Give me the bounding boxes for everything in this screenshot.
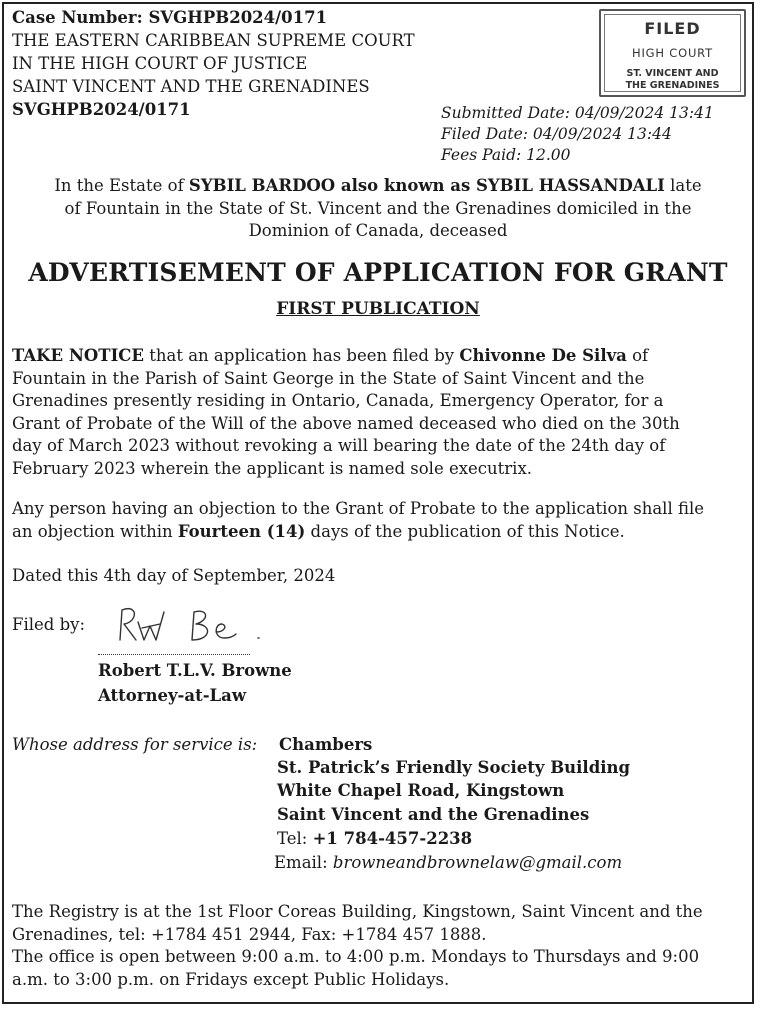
- stamp-court: HIGH COURT: [632, 46, 713, 60]
- fees-paid: Fees Paid: 12.00: [441, 146, 571, 164]
- estate-line3: Dominion of Canada, deceased: [248, 221, 508, 240]
- signature-line: [98, 654, 250, 655]
- notice-line6: February 2023 wherein the applicant is named sole executrix.: [12, 458, 532, 478]
- case-reference: SVGHPB2024/0171: [12, 100, 191, 119]
- registry-line1: The Registry is at the 1st Floor Coreas Building, Kingstown, Saint Vincent and the: [12, 902, 703, 921]
- notice-line5: day of March 2023 without revoking a will bearing the date of the 24th day of: [12, 436, 666, 455]
- applicant-name: Chivonne De Silva: [459, 346, 627, 365]
- court-name-line2: IN THE HIGH COURT OF JUSTICE: [12, 54, 308, 73]
- filed-date: Filed Date: 04/09/2024 13:44: [441, 125, 672, 143]
- dated-line: Dated this 4th day of September, 2024: [12, 566, 336, 585]
- stamp-line1: ST. VINCENT AND: [626, 68, 719, 79]
- objection-pre: an objection within: [12, 521, 178, 541]
- objection-post: days of the publication of this Notice.: [305, 521, 625, 541]
- estate-post: late: [664, 176, 702, 195]
- filed-by-label: Filed by:: [12, 615, 86, 634]
- estate-description: [10, 175, 746, 243]
- deceased-name: SYBIL BARDOO also known as SYBIL HASSANDALI: [188, 176, 665, 195]
- address-label: Whose address for service is:: [12, 735, 258, 754]
- notice-text2: of: [626, 346, 649, 365]
- stamp-line2: THE GRENADINES: [625, 80, 720, 91]
- address-line1: Chambers: [279, 735, 373, 754]
- notice-paragraph: [12, 345, 747, 480]
- address-tel: [277, 828, 472, 851]
- attorney-role: Attorney-at-Law: [98, 686, 247, 705]
- notice-line2: Fountain in the Parish of Saint George in the State of Saint Vincent and the: [12, 368, 645, 388]
- page-title: ADVERTISEMENT OF APPLICATION FOR GRANT: [28, 258, 728, 287]
- submitted-date: Submitted Date: 04/09/2024 13:41: [441, 104, 714, 122]
- notice-line3: Grenadines presently residing in Ontario, Canada, Emergency Operator, for a: [12, 391, 664, 410]
- registry-line2: Grenadines, tel: +1784 451 2944, Fax: +1784 457 1888.: [12, 924, 487, 944]
- case-number: Case Number: SVGHPB2024/0171: [12, 8, 328, 27]
- address-line3: White Chapel Road, Kingstown: [277, 781, 565, 800]
- email-label: Email:: [274, 853, 333, 872]
- notice-line4: Grant of Probate of the Will of the above named deceased who died on the 30th: [12, 413, 680, 433]
- registry-line3: The office is open between 9:00 a.m. to 4:00 p.m. Mondays to Thursdays and 9:00: [12, 947, 700, 966]
- case-header: [12, 6, 415, 121]
- stamp-filed: FILED: [644, 19, 701, 38]
- estate-pre: In the Estate of: [54, 176, 189, 195]
- signature-graphic: [112, 598, 272, 652]
- address-line4: Saint Vincent and the Grenadines: [277, 805, 590, 824]
- submission-info: [441, 103, 714, 166]
- publication-subtitle: FIRST PUBLICATION: [276, 299, 480, 319]
- attorney-name: Robert T.L.V. Browne: [98, 661, 292, 680]
- court-name-line1: THE EASTERN CARIBBEAN SUPREME COURT: [12, 31, 415, 50]
- tel-number: +1 784-457-2238: [312, 829, 473, 848]
- address-email: [274, 852, 622, 875]
- address-line2: St. Patrick’s Friendly Society Building: [277, 758, 631, 777]
- signature: [112, 598, 272, 652]
- objection-period: Fourteen (14): [177, 521, 306, 541]
- objection-paragraph: [12, 498, 747, 543]
- email-address: browneandbrownelaw@gmail.com: [332, 853, 623, 872]
- registry-line4: a.m. to 3:00 p.m. on Fridays except Public Holidays.: [12, 969, 450, 989]
- notice-text1: that an application has been filed by: [144, 346, 460, 365]
- filed-stamp: [599, 9, 746, 97]
- objection-line1: Any person having an objection to the Grant of Probate to the application shall file: [12, 499, 705, 518]
- notice-lead: TAKE NOTICE: [12, 346, 144, 365]
- estate-line2: of Fountain in the State of St. Vincent and the Grenadines domiciled in the: [64, 198, 692, 218]
- tel-label: Tel:: [277, 829, 313, 848]
- registry-info: [12, 901, 747, 991]
- court-name-line3: SAINT VINCENT AND THE GRENADINES: [12, 77, 370, 96]
